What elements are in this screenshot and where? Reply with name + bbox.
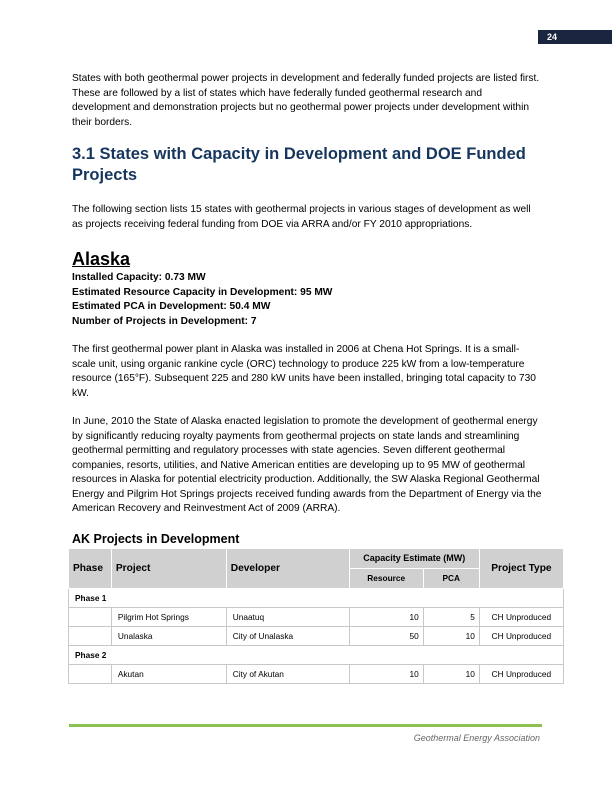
cell-resource: 50 — [349, 626, 423, 645]
projects-table — [68, 548, 564, 684]
header-capacity: Capacity Estimate (MW) — [349, 548, 479, 568]
cell-pca: 10 — [423, 664, 479, 683]
page-number-badge — [538, 30, 612, 44]
cell-pca: 10 — [423, 626, 479, 645]
cell-developer: City of Unalaska — [226, 626, 349, 645]
project-count: Number of Projects in Development: 7 — [72, 315, 257, 327]
state-paragraph-2: In June, 2010 the State of Alaska enacted legislation to promote the development of geothermal energy by significantly reducing royalty payments from geothermal projects on state lands and streamlining geothermal permitting and regulatory processes with state agencies. Seven different geothermal companies, resorts, utilities, and Native American entities are developing up to 95 MW of geothermal resources in Alaska for potential electricity production. Additionally, the SW Alaska Regional Geothermal Energy and Pilgrim Hot Springs projects received funding awards from the Department of Energy via the American Recovery and Reinvestment Act of 2009 (ARRA). — [72, 416, 542, 514]
header-phase: Phase — [69, 548, 112, 588]
cell-type: CH Unproduced — [479, 664, 563, 683]
cell-developer: City of Akutan — [226, 664, 349, 683]
table-title: AK Projects in Development — [72, 531, 240, 546]
cell-developer: Unaatuq — [226, 607, 349, 626]
footer-divider — [69, 724, 542, 727]
cell-type: CH Unproduced — [479, 626, 563, 645]
cell-project: Pilgrim Hot Springs — [111, 607, 226, 626]
cell-type: CH Unproduced — [479, 607, 563, 626]
header-developer: Developer — [226, 548, 349, 588]
state-stats — [72, 271, 542, 329]
phase-row — [69, 588, 564, 607]
cell-project: Unalaska — [111, 626, 226, 645]
state-heading: Alaska — [72, 249, 131, 269]
section-heading: 3.1 States with Capacity in Development and DOE Funded Projects — [72, 145, 526, 184]
table-row — [69, 607, 564, 626]
footer-text: Geothermal Energy Association — [413, 733, 540, 743]
cell-resource: 10 — [349, 664, 423, 683]
cell-pca: 5 — [423, 607, 479, 626]
header-project: Project — [111, 548, 226, 588]
table-row — [69, 664, 564, 683]
table-row — [69, 626, 564, 645]
phase-row — [69, 645, 564, 664]
page-content — [72, 72, 552, 684]
installed-capacity: Installed Capacity: 0.73 MW — [72, 272, 206, 283]
cell-resource: 10 — [349, 607, 423, 626]
phase-label: Phase 1 — [69, 588, 564, 607]
cell-project: Akutan — [111, 664, 226, 683]
section-paragraph: The following section lists 15 states with geothermal projects in various stages of development as well as projects receiving federal funding from DOE via ARRA and/or FY 2010 appropriations. — [72, 204, 531, 230]
header-resource: Resource — [349, 568, 423, 588]
pca-capacity: Estimated PCA in Development: 50.4 MW — [72, 301, 271, 312]
resource-capacity: Estimated Resource Capacity in Development: 95 MW — [72, 286, 333, 298]
intro-paragraph: States with both geothermal power projects in development and federally funded projects are listed first. These are followed by a list of states which have federally funded geothermal research and development and demonstration projects but no geothermal power projects under development within their borders. — [72, 73, 540, 128]
page-number: 24 — [547, 32, 558, 42]
header-type: Project Type — [479, 548, 563, 588]
phase-label: Phase 2 — [69, 645, 564, 664]
header-pca: PCA — [423, 568, 479, 588]
state-paragraph-1: The first geothermal power plant in Alaska was installed in 2006 at Chena Hot Springs. It is a small-scale unit, using organic rankine cycle (ORC) technology to produce 225 kW from a low-temperature resource (165°F). Subsequent 225 and 280 kW units have been installed, bringing total capacity to 730 kW. — [72, 344, 536, 399]
